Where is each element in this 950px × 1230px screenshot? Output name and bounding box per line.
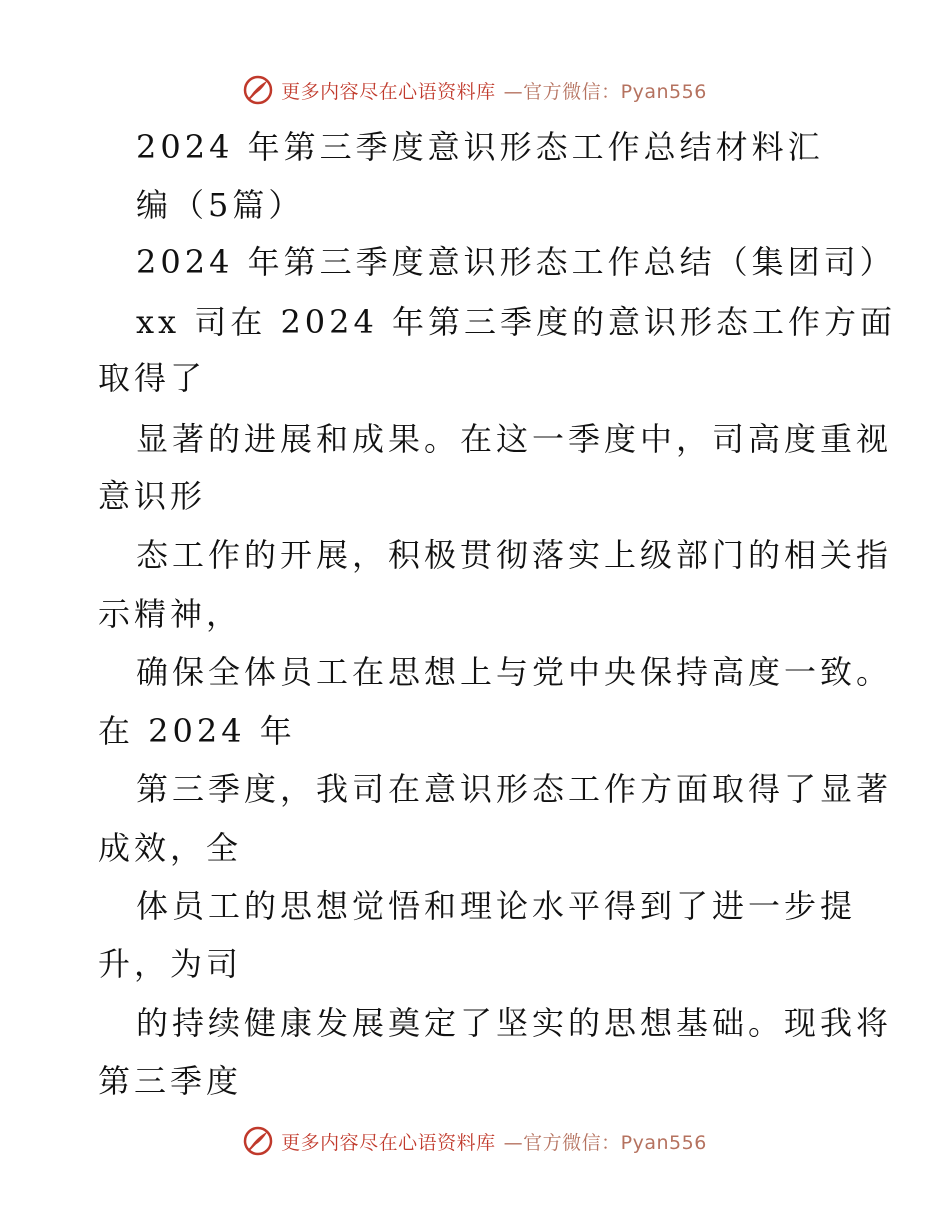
paragraph-line: xx 司在 2024 年第三季度的意识形态工作方面 <box>136 303 897 341</box>
paragraph-line: 意识形 <box>98 477 207 515</box>
title-line-2: 编（5篇） <box>136 186 305 224</box>
promo-text: 更多内容尽在心语资料库 <box>281 80 496 103</box>
paragraph-line: 取得了 <box>98 359 207 397</box>
paragraph-line: 第三季度，我司在意识形态工作方面取得了显著 <box>136 770 893 808</box>
paragraph-line: 第三季度 <box>98 1062 243 1100</box>
section-heading: 2024 年第三季度意识形态工作总结（集团司） <box>136 243 896 281</box>
paragraph-line: 体员工的思想觉悟和理论水平得到了进一步提 <box>136 887 857 925</box>
paragraph-line: 在 2024 年 <box>98 712 296 750</box>
paragraph-line: 示精神， <box>98 595 243 633</box>
feather-quill-logo-icon <box>243 1126 273 1156</box>
promo-text: 更多内容尽在心语资料库 <box>281 1131 496 1154</box>
title-line-1: 2024 年第三季度意识形态工作总结材料汇 <box>136 128 824 166</box>
feather-quill-logo-icon <box>243 75 273 105</box>
paragraph-line: 态工作的开展，积极贯彻落实上级部门的相关指 <box>136 536 893 574</box>
footer-banner <box>0 1121 950 1161</box>
wechat-contact-text: —官方微信：Pyan556 <box>503 80 707 103</box>
paragraph-line: 确保全体员工在思想上与党中央保持高度一致。 <box>136 653 893 691</box>
paragraph-line: 的持续健康发展奠定了坚实的思想基础。现我将 <box>136 1004 893 1042</box>
paragraph-line: 升，为司 <box>98 945 243 983</box>
wechat-contact-text: —官方微信：Pyan556 <box>503 1131 707 1154</box>
paragraph-line: 成效，全 <box>98 829 243 867</box>
paragraph-line: 显著的进展和成果。在这一季度中，司高度重视 <box>136 420 893 458</box>
header-banner <box>0 70 950 110</box>
